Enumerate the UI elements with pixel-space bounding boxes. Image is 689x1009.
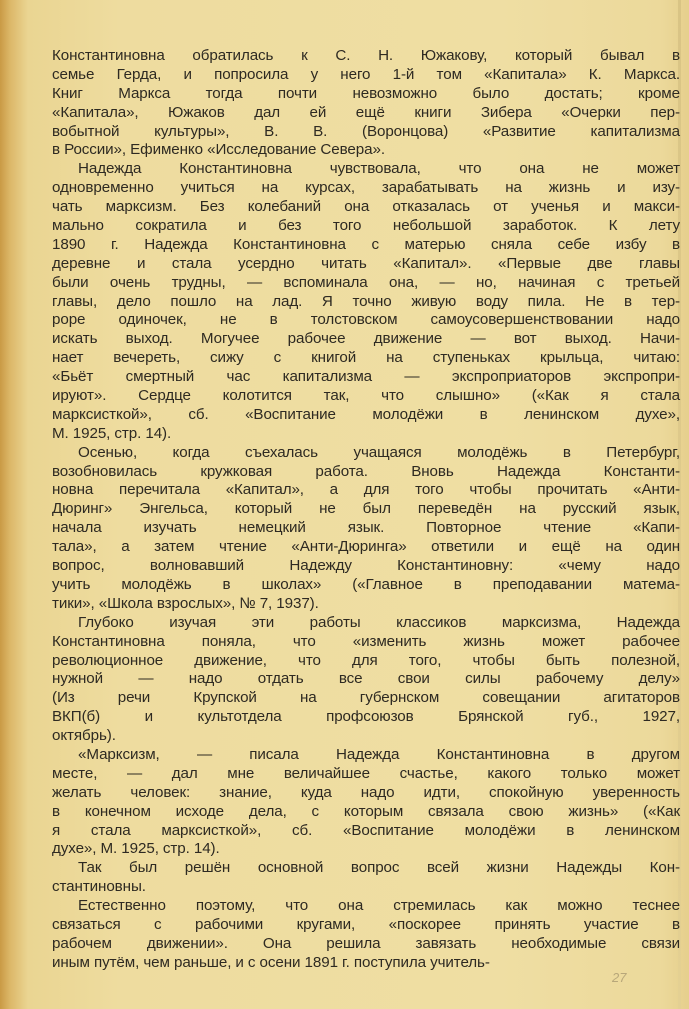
text-line: иным путём, чем раньше, и с осени 1891 г. поступила учитель- bbox=[52, 953, 490, 971]
text-line: возобновилась кружковая работа. Вновь Надежда Константи- bbox=[52, 462, 680, 480]
text-line: «Бьёт смертный час капитализма — экспроприаторов экспропри- bbox=[52, 368, 680, 386]
text-line: я стала марксисткой», сб. «Воспитание молодёжи в ленинском bbox=[52, 821, 680, 839]
paragraph bbox=[52, 859, 680, 897]
text-line: в конечном исходе дела, с которым связала свою жизнь» («Как bbox=[52, 802, 680, 820]
text-line: тики», «Школа взрослых», № 7, 1937). bbox=[52, 594, 319, 612]
paragraph bbox=[52, 614, 680, 746]
text-line: вопрос, волновавший Надежду Константиновну: «чему надо bbox=[52, 557, 680, 575]
text-line: Книг Маркса тогда почти невозможно было достать; кроме bbox=[52, 84, 680, 102]
text-line: деревне и стала усердно читать «Капитал». «Первые две главы bbox=[52, 254, 680, 272]
text-line: тала», а затем чтение «Анти-Дюринга» ответили и ещё на один bbox=[52, 538, 680, 556]
text-line: стантиновны. bbox=[52, 878, 146, 896]
text-line: Дюринг» Энгельса, который не был переведён на русский язык, bbox=[52, 500, 680, 518]
book-page-text bbox=[52, 47, 680, 973]
text-line: Естественно поэтому, что она стремилась как можно теснее bbox=[78, 897, 680, 915]
text-line: искать выход. Могучее рабочее движение — вот выход. Начи- bbox=[52, 330, 680, 348]
text-line: учить молодёжь в школах» («Главное в преподавании матема- bbox=[52, 575, 680, 593]
text-line: ируют». Сердце колотится так, что слышно» («Как я стала bbox=[52, 387, 680, 405]
text-line: роре одиночек, не в толстовском самоусовершенствовании надо bbox=[52, 311, 680, 329]
text-line: Константиновна поняла, что «изменить жизнь может рабочее bbox=[52, 632, 680, 650]
text-line: октябрь). bbox=[52, 727, 116, 745]
text-line: «Марксизм, — писала Надежда Константиновна в другом bbox=[78, 745, 680, 763]
text-line: нает вечереть, сижу с книгой на ступеньках крыльца, читаю: bbox=[52, 349, 680, 367]
text-line: (Из речи Крупской на губернском совещании агитаторов bbox=[52, 689, 680, 707]
text-line: одновременно учиться на курсах, зарабатывать на жизнь и изу- bbox=[52, 179, 680, 197]
text-line: Константиновна обратилась к С. Н. Южакову, который бывал в bbox=[52, 47, 680, 64]
paragraph bbox=[52, 444, 680, 614]
paragraph bbox=[52, 746, 680, 859]
text-line: «Капитала», Южаков дал ей ещё книги Зибера «Очерки пер- bbox=[52, 103, 680, 121]
text-line: М. 1925, стр. 14). bbox=[52, 424, 172, 442]
text-line: мально сократила и без того небольшой заработок. К лету bbox=[52, 217, 680, 235]
text-line: рабочем движении». Она решила завязать необходимые связи bbox=[52, 934, 680, 952]
text-line: Так был решён основной вопрос всей жизни Надежды Кон- bbox=[78, 859, 680, 877]
text-line: Глубоко изучая эти работы классиков марксизма, Надежда bbox=[78, 613, 680, 631]
text-line: в России», Ефименко «Исследование Севера». bbox=[52, 141, 385, 159]
text-line: Надежда Константиновна чувствовала, что она не может bbox=[78, 160, 680, 178]
text-line: ВКП(б) и культотдела профсоюзов Брянской губ., 1927, bbox=[52, 708, 680, 726]
text-line: были очень трудны, — вспоминала она, — но, начиная с третьей bbox=[52, 273, 680, 291]
paragraph bbox=[52, 160, 680, 443]
text-line: 1890 г. Надежда Константиновна с матерью сняла себе избу в bbox=[52, 235, 680, 253]
text-line: месте, — дал мне величайшее счастье, какого только может bbox=[52, 764, 680, 782]
text-line: вобытной культуры», В. В. (Воронцова) «Развитие капитализма bbox=[52, 122, 680, 140]
paragraph bbox=[52, 47, 680, 160]
text-line: новна перечитала «Капитал», а для того чтобы прочитать «Анти- bbox=[52, 481, 680, 499]
text-line: семье Герда, и попросила у него 1-й том «Капитала» К. Маркса. bbox=[52, 65, 680, 83]
paragraph bbox=[52, 897, 680, 973]
text-line: марксисткой», сб. «Воспитание молодёжи в ленинском духе», bbox=[52, 405, 680, 423]
text-line: чать марксизм. Без колебаний она отказалась от ученья и макси- bbox=[52, 198, 680, 216]
text-line: нужной — надо отдать все свои силы рабочему делу» bbox=[52, 670, 680, 688]
text-line: связаться с рабочими кругами, «поскорее принять участие в bbox=[52, 915, 680, 933]
text-line: Осенью, когда съехалась учащаяся молодёжь в Петербург, bbox=[78, 443, 680, 461]
text-line: духе», М. 1925, стр. 14). bbox=[52, 840, 220, 858]
text-line: желать человек: знание, куда надо идти, спокойную уверенность bbox=[52, 783, 680, 801]
page-number: 27 bbox=[612, 970, 627, 985]
text-line: революционное движение, что для того, чтобы быть полезной, bbox=[52, 651, 680, 669]
text-line: главы, дело пошло на лад. Я точно живую воду пила. Не в тер- bbox=[52, 292, 680, 310]
text-line: начала изучать немецкий язык. Повторное чтение «Капи- bbox=[52, 519, 680, 537]
